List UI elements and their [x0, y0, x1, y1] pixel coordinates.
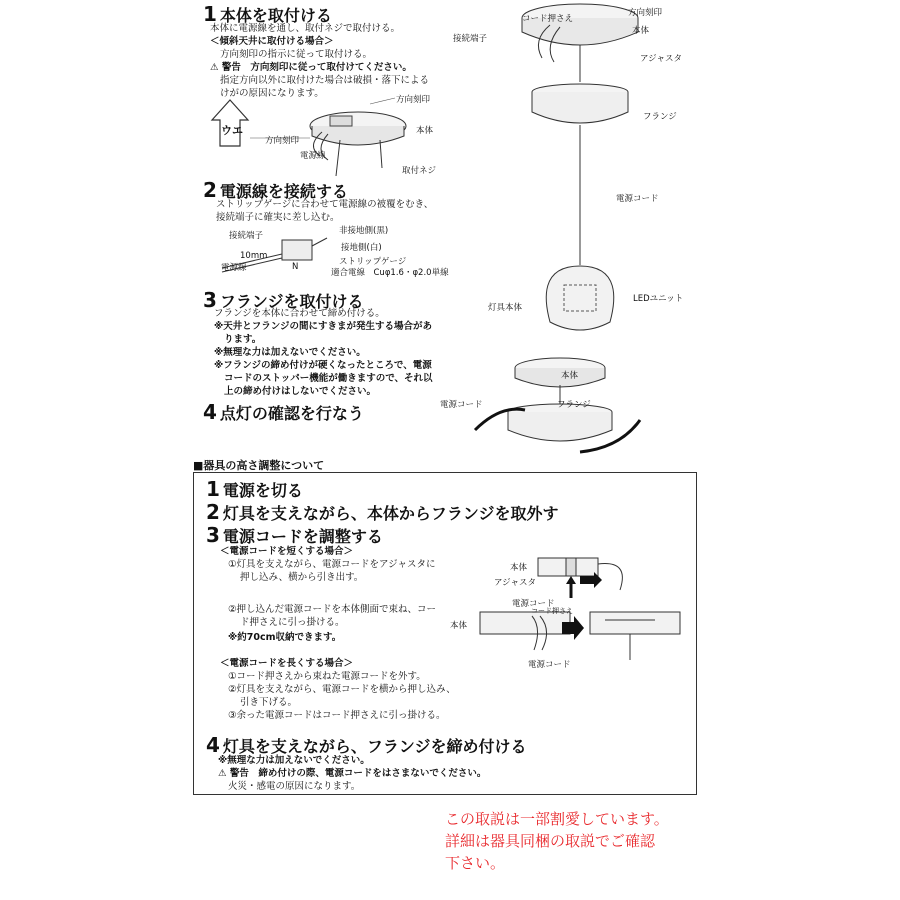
step3-line5: ※フランジの締め付けが硬くなったところで、電源: [214, 360, 432, 371]
step2-text: [216, 198, 433, 224]
h-step3-b: [228, 603, 436, 629]
step4-number: 4: [203, 400, 217, 424]
step2-label-gauge: ストリップゲージ: [339, 257, 407, 267]
step2-label-powerline: 電源線: [221, 263, 247, 273]
step2-line2: 接続端子に確実に差し込む。: [216, 212, 340, 223]
h-short-a2: 押し込み、横から引き出す。: [240, 572, 364, 583]
step2-label-terminal: 接続端子: [229, 231, 264, 241]
fig-label-lamp-body: 灯具本体: [488, 303, 523, 313]
h-long-c2: ②灯具を支えながら、電源コードを横から押し込み、: [228, 684, 456, 695]
h-long-c1: ①コード押さえから束ねた電源コードを外す。: [228, 671, 426, 682]
step2-label-n: N: [292, 262, 299, 272]
warning-icon: ⚠: [210, 62, 219, 73]
fig-label-led: LEDユニット: [633, 294, 684, 304]
pendant-light-figure: [480, 0, 680, 460]
fig-label-flange: フランジ: [643, 112, 677, 122]
fig-label-power-cord2: 電源コード: [440, 400, 483, 410]
step1-title: 本体を取付ける: [219, 6, 332, 25]
step1-label-body: 本体: [416, 126, 434, 136]
step3-text: [214, 307, 433, 398]
adj-label-body2: 本体: [450, 621, 468, 631]
notice-line1: この取説は一部割愛しています。: [445, 810, 669, 828]
h-step2-text: 灯具を支えながら、本体からフランジを取外す: [222, 504, 559, 523]
step2-number: 2: [203, 178, 217, 202]
h-step4-note1: ※無理な力は加えないでください。: [218, 755, 370, 766]
fig-label-flange2: フランジ: [557, 400, 591, 410]
fig-label-terminal: 接続端子: [453, 34, 488, 44]
h-step4-warning: 警告 締め付けの際、電源コードをはさまないでください。: [229, 768, 487, 779]
step4-title: 点灯の確認を行なう: [219, 404, 364, 423]
step1-warning: 警告 方向刻印に従って取付けてください。: [221, 62, 412, 73]
h-note-70cm: ※約70cm収納できます。: [228, 632, 342, 643]
step3-line1: フランジを本体に合わせて締め付ける。: [214, 308, 385, 319]
h-step3-text: 電源コードを調整する: [222, 527, 383, 546]
step2-label-10mm: 10mm: [240, 251, 268, 261]
step3-line2: ※天井とフランジの間にすきまが発生する場合があ: [214, 321, 432, 332]
step1-slope-heading: ＜傾斜天井に取付ける場合＞: [210, 36, 334, 47]
step4-heading: [203, 400, 364, 424]
fig-label-adjuster: アジャスタ: [640, 54, 682, 64]
sign-text: ウエ: [221, 124, 243, 137]
h-step4-number: 4: [206, 733, 220, 757]
fig-label-cord-holder: コード押さえ: [522, 14, 574, 24]
warning-icon: ⚠: [218, 768, 227, 779]
adj-label-body: 本体: [510, 563, 528, 573]
adj-label-cord-holder: コード押さえ: [531, 607, 573, 615]
h-short-b1: ②押し込んだ電源コードを本体側面で束ね、コー: [228, 604, 437, 615]
height-section-heading: ■器具の高さ調整について: [193, 459, 325, 472]
h-step2: [206, 500, 559, 524]
adj-label-power-cord2: 電源コード: [528, 660, 571, 670]
step1-line6: けがの原因になります。: [220, 88, 324, 99]
step2-label-nonground: 非接地側(黒): [339, 226, 389, 236]
h-step3: [206, 523, 383, 547]
notice-line2: 詳細は器具同梱の取説でご確認: [445, 832, 656, 850]
step3-line4: ※無理な力は加えないでください。: [214, 347, 366, 358]
fig-label-direction: 方向刻印: [628, 8, 663, 18]
step1-line5: 指定方向以外に取付けた場合は破損・落下による: [220, 75, 430, 86]
adj-label-power-cord: 電源コード: [512, 599, 555, 609]
fig-label-body: 本体: [632, 26, 650, 36]
step3-title: フランジを取付ける: [219, 292, 364, 311]
step3-line7: 上の締め付けはしないでください。: [224, 386, 377, 397]
step1-label-direction: 方向刻印: [265, 136, 300, 146]
step1-label-powerline: 電源線: [300, 151, 326, 161]
step2-label-ground: 接地側(白): [341, 243, 382, 253]
disclaimer-notice: [445, 808, 669, 874]
h-step4-note3: 火災・感電の原因になります。: [228, 781, 361, 792]
h-long-heading: ＜電源コードを長くする場合＞: [220, 658, 354, 669]
adj-label-adjuster: アジャスタ: [494, 578, 536, 588]
h-short-b2: ド押さえに引っ掛ける。: [240, 617, 345, 628]
h-long-c4: ③余った電源コードはコード押さえに引っ掛ける。: [228, 710, 446, 721]
step2-line1: ストリップゲージに合わせて電源線の被覆をむき、: [216, 199, 434, 210]
step1-line1: 本体に電源線を通し、取付ネジで取付ける。: [210, 23, 401, 34]
step3-number: 3: [203, 288, 217, 312]
h-long-c3: 引き下げる。: [240, 697, 298, 708]
h-step4-notes: [218, 754, 486, 793]
step2-title: 電源線を接続する: [219, 182, 348, 201]
h-step1: [206, 477, 303, 501]
h-step3-number: 3: [206, 523, 220, 547]
h-step1-number: 1: [206, 477, 220, 501]
step1-label-screw: 取付ネジ: [402, 166, 437, 176]
step1-text: [210, 22, 429, 100]
h-step2-number: 2: [206, 500, 220, 524]
h-step3-long: [220, 657, 456, 722]
fig-label-power-cord: 電源コード: [616, 194, 659, 204]
fig-label-body2: 本体: [561, 371, 579, 381]
step1-line3: 方向刻印の指示に従って取付ける。: [220, 49, 373, 60]
h-step3-short: [220, 545, 435, 584]
adjust-figure: [470, 550, 690, 670]
step3-line3: ります。: [224, 334, 262, 345]
step2-label-wire: 適合電線 Cuφ1.6・φ2.0単線: [331, 268, 449, 278]
notice-line3: 下さい。: [445, 854, 506, 872]
step1-number: 1: [203, 2, 217, 26]
step1-label-direction2: 方向刻印: [396, 95, 431, 105]
h-step4-text: 灯具を支えながら、フランジを締め付ける: [222, 737, 527, 756]
step3-line6: コードのストッパー機能が働きますので、それ以: [224, 373, 433, 384]
h-short-a1: ①灯具を支えながら、電源コードをアジャスタに: [228, 559, 436, 570]
h-step1-text: 電源を切る: [222, 481, 303, 500]
h-short-heading: ＜電源コードを短くする場合＞: [220, 546, 354, 557]
